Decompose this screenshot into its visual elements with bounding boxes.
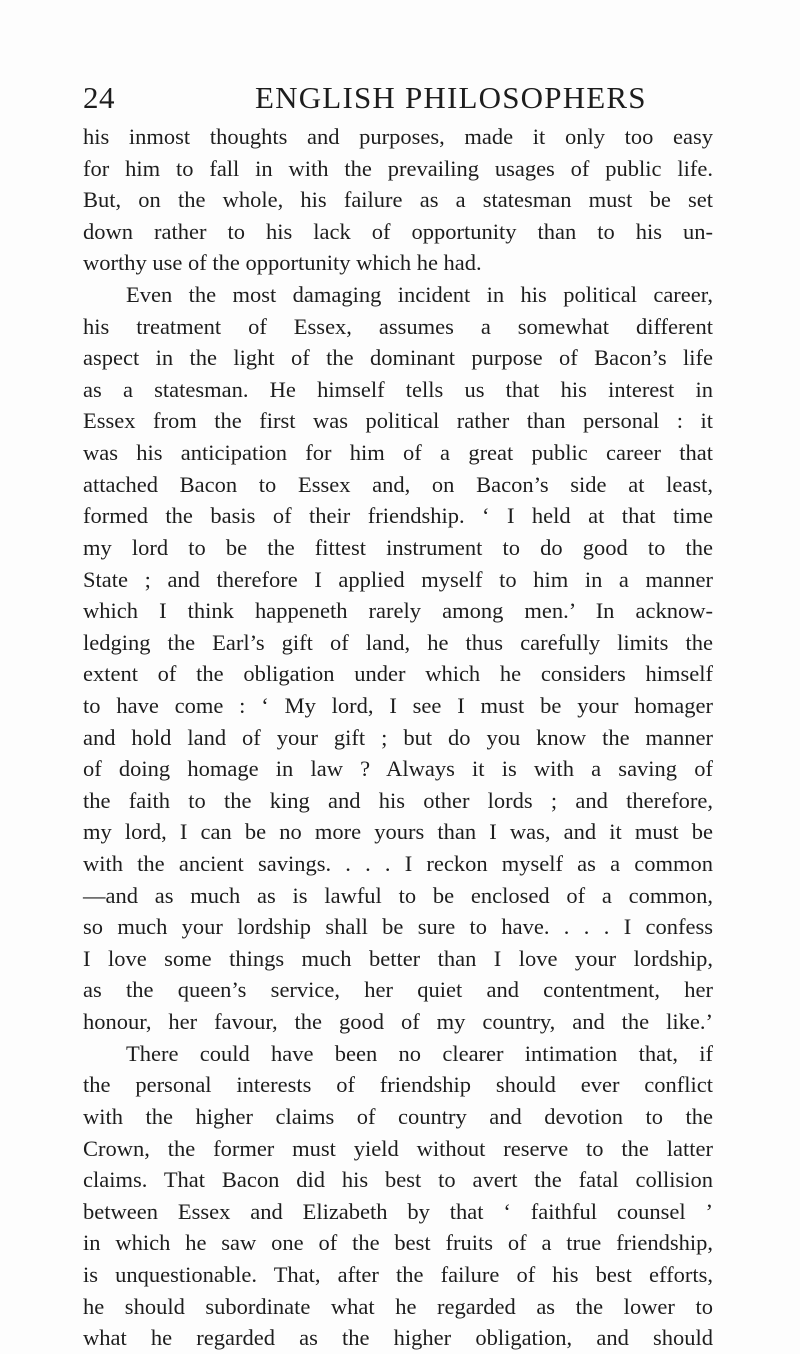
body-text — [83, 121, 713, 1354]
text-line: extent of the obligation under which he considers himself — [83, 661, 713, 687]
text-line: I love some things much better than I love your lordship, — [83, 945, 713, 971]
text-line: aspect in the light of the dominant purpose of Bacon’s life — [83, 345, 713, 371]
text-line: of doing homage in law ? Always it is with a saving of — [83, 756, 713, 782]
text-line: as a statesman. He himself tells us that his interest in — [83, 376, 713, 402]
text-line: formed the basis of their friendship. ‘ I held at that time — [83, 503, 713, 529]
text-line: was his anticipation for him of a great public career that — [83, 440, 713, 466]
text-line: claims. That Bacon did his best to avert the fatal collision — [83, 1167, 713, 1193]
text-line: —and as much as is lawful to be enclosed of a common, — [83, 882, 713, 908]
text-line: his inmost thoughts and purposes, made it only too easy — [83, 124, 713, 149]
text-line: my lord, I can be no more yours than I was, and it must be — [83, 819, 713, 845]
text-line: to have come : ‘ My lord, I see I must be your homager — [83, 692, 713, 718]
text-line: Crown, the former must yield without reserve to the latter — [83, 1135, 713, 1161]
text-line: attached Bacon to Essex and, on Bacon’s side at least, — [83, 471, 713, 497]
book-title: ENGLISH PHILOSOPHERS — [255, 80, 647, 115]
text-line: between Essex and Elizabeth by that ‘ faithful counsel ’ — [83, 1198, 713, 1224]
text-line: honour, her favour, the good of my country, and the like.’ — [83, 1009, 713, 1035]
text-line: State ; and therefore I applied myself to him in a manner — [83, 566, 713, 592]
text-line: with the ancient savings. . . . I reckon myself as a common — [83, 851, 713, 877]
text-line: Even the most damaging incident in his political career, — [126, 282, 713, 308]
running-header — [0, 80, 800, 120]
text-line: the personal interests of friendship should ever conflict — [83, 1072, 713, 1098]
text-line: worthy use of the opportunity which he had. — [83, 250, 482, 276]
text-line: what he regarded as the higher obligation, and should — [83, 1325, 713, 1351]
text-line: There could have been no clearer intimation that, if — [126, 1040, 713, 1066]
text-line: which I think happeneth rarely among men.’ In acknow- — [83, 598, 713, 624]
text-line: with the higher claims of country and devotion to the — [83, 1103, 713, 1129]
text-line: and hold land of your gift ; but do you know the manner — [83, 724, 713, 750]
text-line: for him to fall in with the prevailing usages of public life. — [83, 155, 713, 181]
text-line: my lord to be the fittest instrument to do good to the — [83, 534, 713, 560]
text-line: is unquestionable. That, after the failure of his best efforts, — [83, 1261, 713, 1287]
text-line: he should subordinate what he regarded as the lower to — [83, 1293, 713, 1319]
text-line: ledging the Earl’s gift of land, he thus carefully limits the — [83, 629, 713, 655]
page-number: 24 — [83, 80, 115, 115]
text-line: his treatment of Essex, assumes a somewhat different — [83, 313, 713, 339]
text-line: But, on the whole, his failure as a statesman must be set — [83, 187, 713, 213]
text-line: Essex from the first was political rather than personal : it — [83, 408, 713, 434]
text-line: as the queen’s service, her quiet and contentment, her — [83, 977, 713, 1003]
text-line: the faith to the king and his other lords ; and therefore, — [83, 787, 713, 813]
text-line: so much your lordship shall be sure to have. . . . I confess — [83, 914, 713, 940]
text-line: in which he saw one of the best fruits of a true friendship, — [83, 1230, 713, 1256]
text-line: down rather to his lack of opportunity than to his un- — [83, 218, 713, 244]
